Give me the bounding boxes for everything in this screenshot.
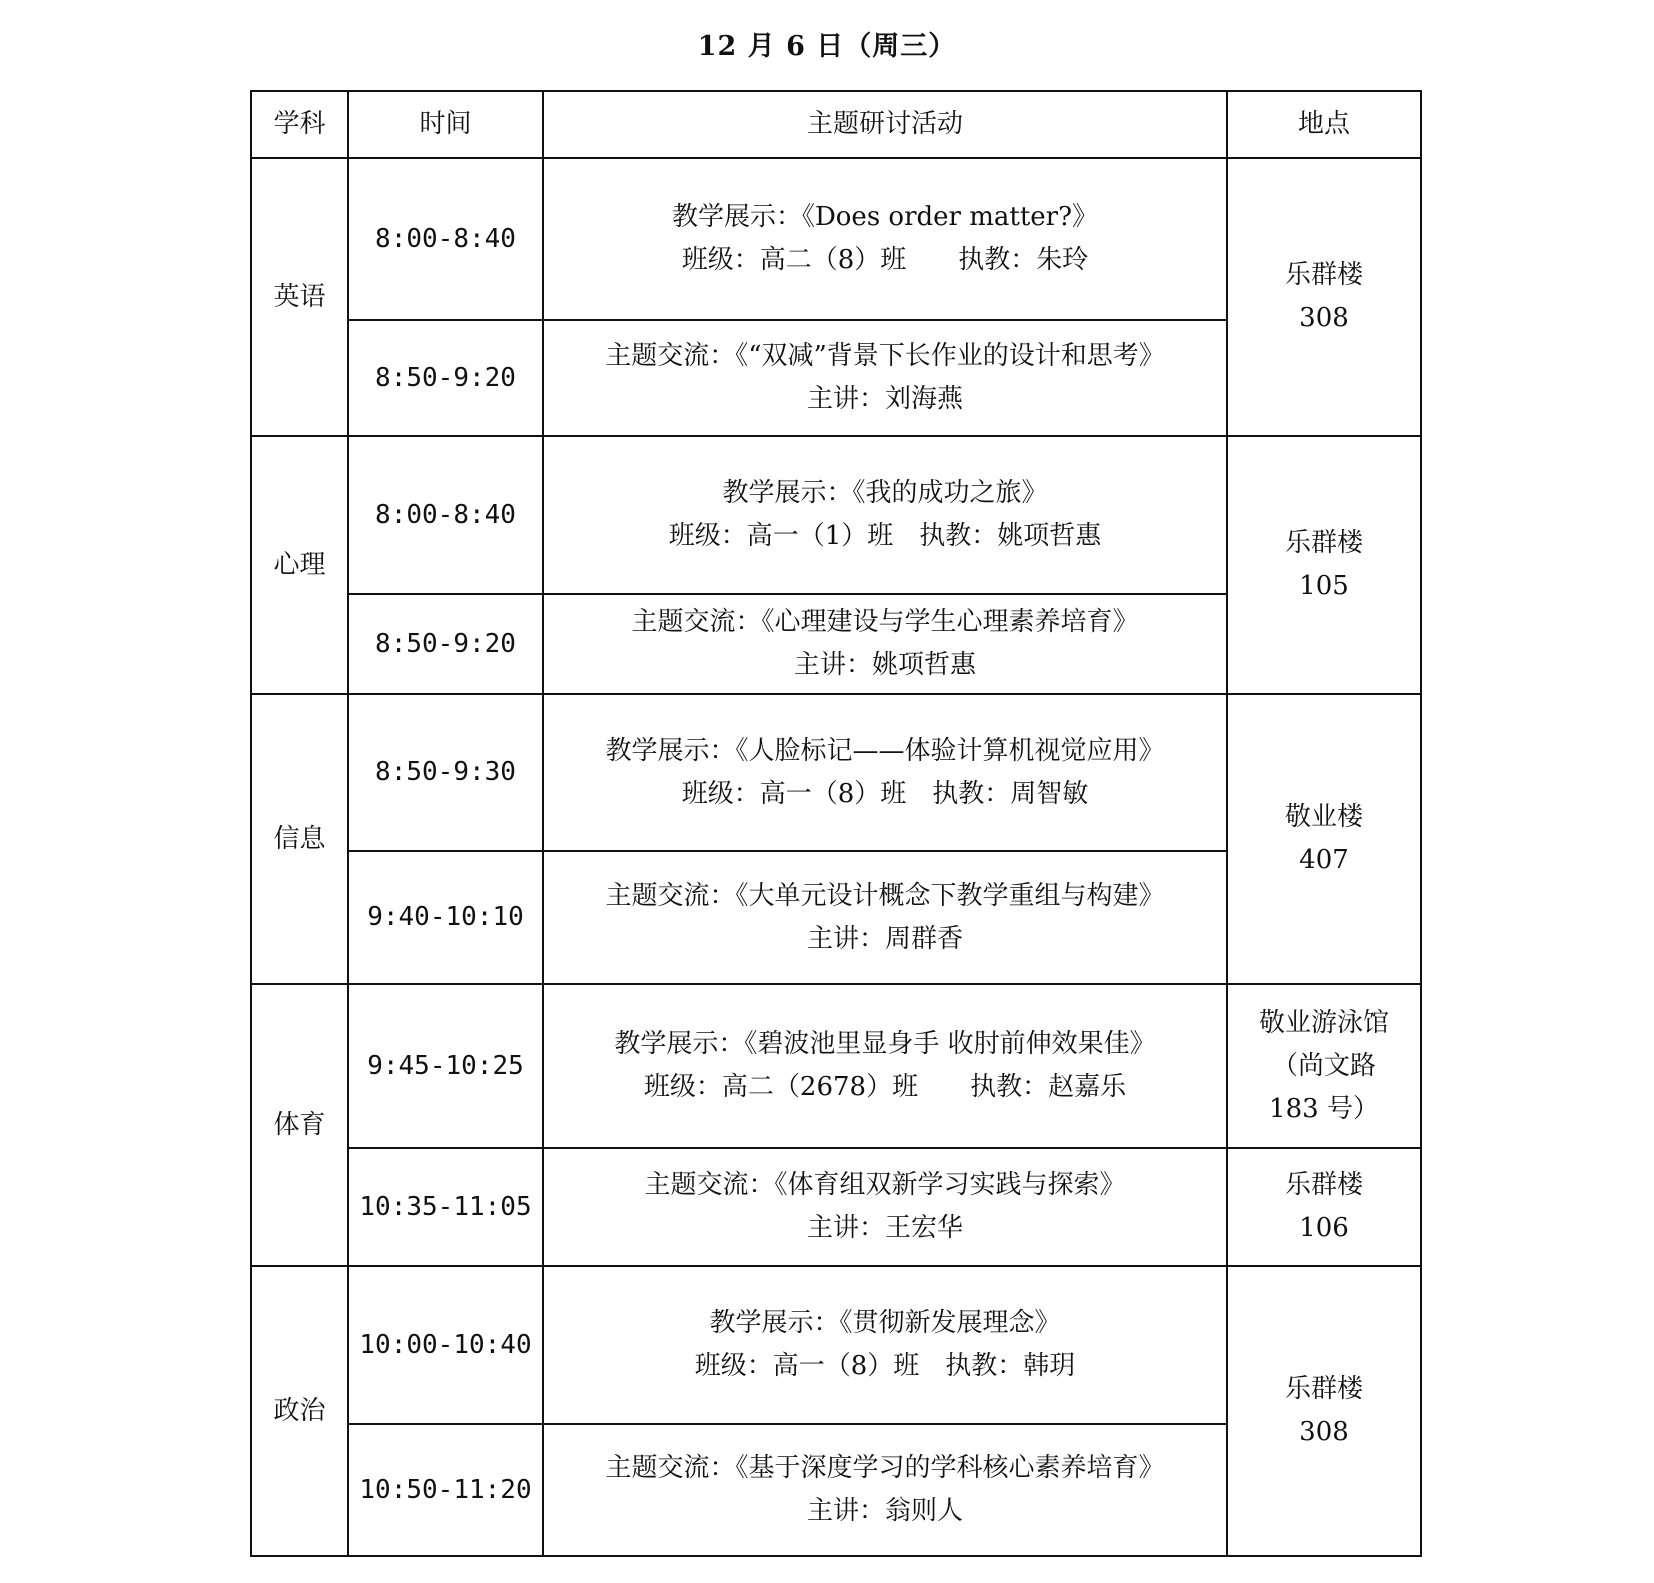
- location-room: 106: [1299, 1213, 1349, 1243]
- location-address: （尚文路: [1271, 1050, 1376, 1081]
- location-cell: [1227, 984, 1421, 1148]
- table-header-row: [251, 91, 1421, 158]
- activity-detail: 班级：高一（1）班 执教：姚项哲惠: [668, 521, 1102, 551]
- activity-title: 主题交流：《体育组双新学习实践与探索》: [644, 1170, 1126, 1200]
- time-cell: 9:45-10:25: [348, 984, 543, 1148]
- activity-title: 教学展示：《人脸标记——体验计算机视觉应用》: [605, 735, 1165, 766]
- activity-title: 主题交流：《基于深度学习的学科核心素养培育》: [605, 1453, 1165, 1483]
- location-cell: [1227, 436, 1421, 694]
- table-row: [251, 436, 1421, 594]
- activity-cell: [543, 436, 1227, 594]
- location-building: 乐群楼: [1284, 1374, 1363, 1404]
- activity-title: 主题交流：《心理建设与学生心理素养培育》: [631, 607, 1139, 637]
- activity-detail: 主讲：周群香: [806, 923, 963, 954]
- subject-cell: 英语: [251, 158, 348, 436]
- activity-detail: 主讲：姚项哲惠: [793, 650, 976, 680]
- location-room: 308: [1299, 1417, 1349, 1447]
- table-row: [251, 158, 1421, 320]
- time-cell: 8:50-9:20: [348, 320, 543, 436]
- activity-title: 教学展示：《Does order matter?》: [671, 202, 1099, 232]
- header-subject: 学科: [251, 91, 348, 158]
- location-cell: [1227, 694, 1421, 984]
- activity-detail: 班级：高二（2678）班 执教：赵嘉乐: [643, 1072, 1127, 1102]
- location-room: 308: [1299, 303, 1349, 333]
- schedule-table: [250, 90, 1422, 1557]
- page-title: 12 月 6 日（周三）: [697, 31, 957, 62]
- location-room: 407: [1299, 845, 1349, 875]
- time-cell: 9:40-10:10: [348, 851, 543, 984]
- activity-cell: [543, 851, 1227, 984]
- time-cell: 8:50-9:20: [348, 594, 543, 694]
- activity-detail: 主讲：翁则人: [806, 1496, 963, 1526]
- location-address-number: 183 号）: [1269, 1093, 1379, 1124]
- activity-cell: [543, 320, 1227, 436]
- location-building: 敬业楼: [1284, 802, 1363, 832]
- location-building: 乐群楼: [1284, 528, 1363, 558]
- time-cell: 10:00-10:40: [348, 1266, 543, 1424]
- table-row: [251, 984, 1421, 1148]
- subject-cell: 体育: [251, 984, 348, 1266]
- time-cell: 8:50-9:30: [348, 694, 543, 851]
- location-cell: [1227, 1148, 1421, 1266]
- activity-title: 主题交流：《“双减”背景下长作业的设计和思考》: [605, 341, 1165, 371]
- activity-cell: [543, 984, 1227, 1148]
- location-cell: [1227, 158, 1421, 436]
- time-cell: 8:00-8:40: [348, 158, 543, 320]
- activity-cell: [543, 158, 1227, 320]
- activity-detail: 主讲：王宏华: [806, 1213, 963, 1243]
- activity-detail: 班级：高一（8）班 执教：周智敏: [681, 778, 1089, 809]
- time-cell: 10:35-11:05: [348, 1148, 543, 1266]
- location-building: 乐群楼: [1284, 1170, 1363, 1200]
- activity-cell: [543, 1424, 1227, 1556]
- subject-cell: 信息: [251, 694, 348, 984]
- activity-detail: 班级：高一（8）班 执教：韩玥: [694, 1351, 1076, 1381]
- activity-detail: 班级：高二（8）班 执教：朱玲: [681, 245, 1089, 275]
- time-cell: 10:50-11:20: [348, 1424, 543, 1556]
- table-row: [251, 694, 1421, 851]
- header-topic: 主题研讨活动: [543, 91, 1227, 158]
- activity-detail: 主讲：刘海燕: [806, 384, 963, 414]
- activity-cell: [543, 694, 1227, 851]
- location-room: 105: [1299, 571, 1349, 601]
- location-cell: [1227, 1266, 1421, 1556]
- table-row: [251, 1148, 1421, 1266]
- location-building: 敬业游泳馆: [1258, 1007, 1389, 1038]
- location-building: 乐群楼: [1284, 260, 1363, 290]
- activity-cell: [543, 1266, 1227, 1424]
- header-location: 地点: [1227, 91, 1421, 158]
- activity-title: 教学展示：《碧波池里显身手 收肘前伸效果佳》: [614, 1029, 1156, 1059]
- activity-cell: [543, 1148, 1227, 1266]
- activity-title: 教学展示：《我的成功之旅》: [722, 478, 1048, 508]
- activity-title: 教学展示：《贯彻新发展理念》: [709, 1308, 1061, 1338]
- subject-cell: 政治: [251, 1266, 348, 1556]
- activity-cell: [543, 594, 1227, 694]
- header-time: 时间: [348, 91, 543, 158]
- subject-cell: 心理: [251, 436, 348, 694]
- table-row: [251, 1266, 1421, 1424]
- activity-title: 主题交流：《大单元设计概念下教学重组与构建》: [605, 880, 1165, 911]
- time-cell: 8:00-8:40: [348, 436, 543, 594]
